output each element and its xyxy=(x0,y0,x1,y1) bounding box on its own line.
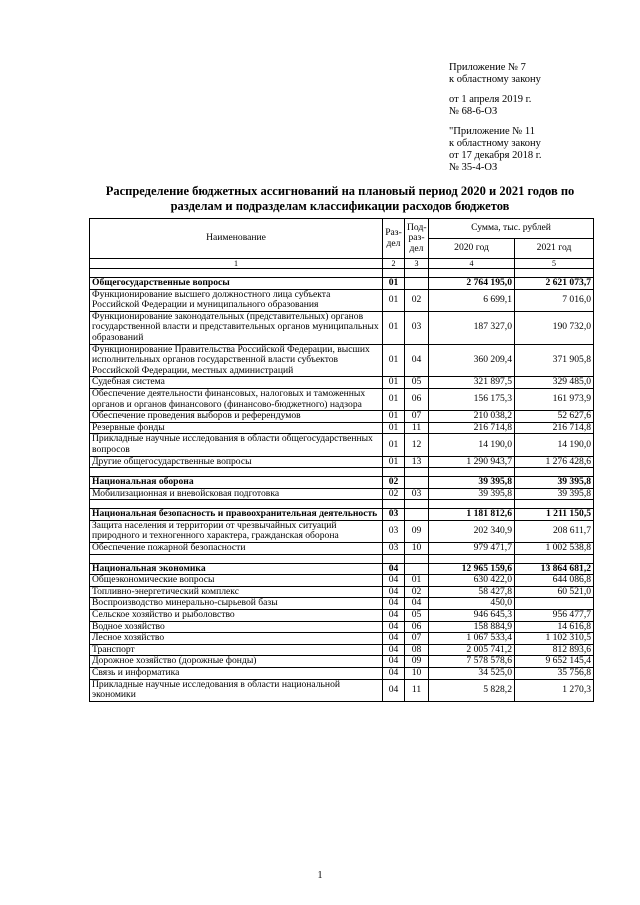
cell-razdel: 04 xyxy=(383,621,405,633)
appendix-line: от 1 апреля 2019 г. xyxy=(449,94,532,105)
cell-name: Обеспечение проведения выборов и референдумов xyxy=(90,411,383,423)
cell-amount-2021: 35 756,8 xyxy=(515,668,594,680)
cell-name: Сельское хозяйство и рыболовство xyxy=(90,610,383,622)
table-row xyxy=(90,311,594,344)
cell-podrazdel: 02 xyxy=(405,586,429,598)
cell-podrazdel: 04 xyxy=(405,598,429,610)
cell-name: Транспорт xyxy=(90,644,383,656)
cell-amount-2020: 1 181 812,6 xyxy=(429,509,515,521)
cell-razdel: 04 xyxy=(383,563,405,575)
budget-table-body xyxy=(90,269,594,702)
cell-name: Общеэкономические вопросы xyxy=(90,575,383,587)
table-row xyxy=(90,520,594,542)
cell-podrazdel xyxy=(405,509,429,521)
cell-podrazdel: 05 xyxy=(405,610,429,622)
cell-amount-2020: 5 828,2 xyxy=(429,679,515,701)
empty-cell xyxy=(429,554,515,563)
column-number: 5 xyxy=(515,259,594,269)
cell-amount-2020: 12 965 159,6 xyxy=(429,563,515,575)
cell-podrazdel: 04 xyxy=(405,344,429,377)
cell-amount-2021: 329 485,0 xyxy=(515,377,594,389)
cell-podrazdel: 06 xyxy=(405,388,429,410)
cell-amount-2021: 9 652 145,4 xyxy=(515,656,594,668)
column-number: 4 xyxy=(429,259,515,269)
cell-podrazdel: 09 xyxy=(405,656,429,668)
appendix-line: № 68-6-ОЗ xyxy=(449,106,498,117)
cell-razdel: 04 xyxy=(383,633,405,645)
table-row xyxy=(90,543,594,555)
header-name: Наименование xyxy=(90,219,383,259)
table-row xyxy=(90,621,594,633)
table-row xyxy=(90,633,594,645)
cell-razdel: 01 xyxy=(383,311,405,344)
cell-amount-2021: 60 521,0 xyxy=(515,586,594,598)
budget-table xyxy=(89,218,594,702)
cell-name: Обеспечение деятельности финансовых, налоговых и таможенных органов и органов финансового (финансово-бюджетного) надзора xyxy=(90,388,383,410)
cell-amount-2020: 202 340,9 xyxy=(429,520,515,542)
cell-amount-2020: 2 005 741,2 xyxy=(429,644,515,656)
table-row xyxy=(90,575,594,587)
appendix-line: Приложение № 7 xyxy=(449,62,526,73)
cell-razdel: 04 xyxy=(383,679,405,701)
cell-amount-2021: 7 016,0 xyxy=(515,289,594,311)
cell-name: Прикладные научные исследования в области национальной экономики xyxy=(90,679,383,701)
cell-amount-2021: 208 611,7 xyxy=(515,520,594,542)
appendix-7-date xyxy=(449,94,629,118)
cell-podrazdel xyxy=(405,477,429,489)
cell-name: Защита населения и территории от чрезвычайных ситуаций природного и техногенного характера, гражданская оборона xyxy=(90,520,383,542)
cell-razdel: 01 xyxy=(383,278,405,290)
cell-amount-2021 xyxy=(515,598,594,610)
header-year-2021: 2021 год xyxy=(515,239,594,259)
cell-name: Функционирование высшего должностного лица субъекта Российской Федерации и муниципального образования xyxy=(90,289,383,311)
cell-amount-2021: 371 905,8 xyxy=(515,344,594,377)
cell-name: Функционирование Правительства Российской Федерации, высших исполнительных органов государственной власти субъектов Российской Федерации, местных администраций xyxy=(90,344,383,377)
appendix-line: № 35-4-ОЗ xyxy=(449,162,498,173)
section-row xyxy=(90,278,594,290)
cell-amount-2021: 1 270,3 xyxy=(515,679,594,701)
header-year-2020: 2020 год xyxy=(429,239,515,259)
empty-cell xyxy=(405,468,429,477)
header-podrazdel: Под-раз-дел xyxy=(405,219,429,259)
section-row xyxy=(90,509,594,521)
table-row xyxy=(90,411,594,423)
table-row xyxy=(90,598,594,610)
empty-cell xyxy=(405,500,429,509)
cell-amount-2021: 39 395,8 xyxy=(515,477,594,489)
cell-amount-2020: 14 190,0 xyxy=(429,434,515,456)
cell-amount-2020: 156 175,3 xyxy=(429,388,515,410)
table-row xyxy=(90,456,594,468)
cell-amount-2020: 58 427,8 xyxy=(429,586,515,598)
cell-amount-2021: 1 102 310,5 xyxy=(515,633,594,645)
cell-amount-2021: 39 395,8 xyxy=(515,488,594,500)
cell-razdel: 03 xyxy=(383,520,405,542)
cell-name: Национальная безопасность и правоохранительная деятельность xyxy=(90,509,383,521)
cell-name: Лесное хозяйство xyxy=(90,633,383,645)
cell-amount-2020: 450,0 xyxy=(429,598,515,610)
cell-amount-2020: 34 525,0 xyxy=(429,668,515,680)
cell-podrazdel: 09 xyxy=(405,520,429,542)
cell-podrazdel: 10 xyxy=(405,668,429,680)
cell-razdel: 01 xyxy=(383,344,405,377)
cell-podrazdel: 05 xyxy=(405,377,429,389)
column-number: 2 xyxy=(383,259,405,269)
column-number: 1 xyxy=(90,259,383,269)
cell-name: Прикладные научные исследования в области общегосударственных вопросов xyxy=(90,434,383,456)
header-razdel: Раз-дел xyxy=(383,219,405,259)
table-row xyxy=(90,586,594,598)
document-title xyxy=(80,184,600,214)
empty-cell xyxy=(90,554,383,563)
section-row xyxy=(90,563,594,575)
cell-razdel: 02 xyxy=(383,488,405,500)
cell-podrazdel xyxy=(405,278,429,290)
cell-name: Резервные фонды xyxy=(90,422,383,434)
cell-amount-2020: 2 764 195,0 xyxy=(429,278,515,290)
cell-razdel: 01 xyxy=(383,388,405,410)
cell-podrazdel: 03 xyxy=(405,311,429,344)
cell-amount-2021: 161 973,9 xyxy=(515,388,594,410)
table-row xyxy=(90,644,594,656)
cell-podrazdel: 12 xyxy=(405,434,429,456)
table-row xyxy=(90,388,594,410)
cell-name: Дорожное хозяйство (дорожные фонды) xyxy=(90,656,383,668)
cell-name: Водное хозяйство xyxy=(90,621,383,633)
cell-amount-2021: 1 276 428,6 xyxy=(515,456,594,468)
cell-razdel: 04 xyxy=(383,644,405,656)
empty-cell xyxy=(383,554,405,563)
cell-podrazdel: 11 xyxy=(405,422,429,434)
table-row xyxy=(90,434,594,456)
cell-name: Национальная оборона xyxy=(90,477,383,489)
header-summa: Сумма, тыс. рублей xyxy=(429,219,594,239)
spacer-row xyxy=(90,554,594,563)
empty-cell xyxy=(405,269,429,278)
cell-name: Мобилизационная и вневойсковая подготовка xyxy=(90,488,383,500)
cell-amount-2020: 39 395,8 xyxy=(429,477,515,489)
cell-amount-2021: 644 086,8 xyxy=(515,575,594,587)
cell-amount-2020: 6 699,1 xyxy=(429,289,515,311)
cell-amount-2020: 360 209,4 xyxy=(429,344,515,377)
cell-name: Обеспечение пожарной безопасности xyxy=(90,543,383,555)
appendix-line: от 17 декабря 2018 г. xyxy=(449,150,542,161)
empty-cell xyxy=(405,554,429,563)
cell-amount-2021: 14 616,8 xyxy=(515,621,594,633)
appendix-line: "Приложение № 11 xyxy=(449,126,536,137)
cell-amount-2021: 1 002 538,8 xyxy=(515,543,594,555)
cell-amount-2020: 630 422,0 xyxy=(429,575,515,587)
table-row xyxy=(90,377,594,389)
cell-podrazdel: 13 xyxy=(405,456,429,468)
title-line: разделам и подразделам классификации расходов бюджетов xyxy=(170,199,510,213)
cell-name: Связь и информатика xyxy=(90,668,383,680)
column-number: 3 xyxy=(405,259,429,269)
cell-razdel: 01 xyxy=(383,422,405,434)
cell-razdel: 01 xyxy=(383,411,405,423)
cell-amount-2021: 190 732,0 xyxy=(515,311,594,344)
cell-amount-2021: 812 893,6 xyxy=(515,644,594,656)
appendix-line: к областному закону xyxy=(449,138,541,149)
cell-amount-2020: 946 645,3 xyxy=(429,610,515,622)
cell-razdel: 03 xyxy=(383,543,405,555)
empty-cell xyxy=(515,554,594,563)
cell-razdel: 04 xyxy=(383,598,405,610)
cell-amount-2020: 1 290 943,7 xyxy=(429,456,515,468)
cell-podrazdel: 07 xyxy=(405,633,429,645)
table-row xyxy=(90,422,594,434)
cell-razdel: 03 xyxy=(383,509,405,521)
cell-podrazdel: 03 xyxy=(405,488,429,500)
cell-amount-2020: 216 714,8 xyxy=(429,422,515,434)
cell-name: Общегосударственные вопросы xyxy=(90,278,383,290)
table-row xyxy=(90,656,594,668)
cell-name: Топливно-энергетический комплекс xyxy=(90,586,383,598)
cell-amount-2021: 1 211 150,5 xyxy=(515,509,594,521)
cell-amount-2021: 13 864 681,2 xyxy=(515,563,594,575)
table-row xyxy=(90,610,594,622)
title-line: Распределение бюджетных ассигнований на плановый период 2020 и 2021 годов по xyxy=(105,184,575,198)
section-row xyxy=(90,477,594,489)
appendix-11-header xyxy=(449,126,629,174)
appendix-line: к областному закону xyxy=(449,74,541,85)
cell-amount-2021: 52 627,6 xyxy=(515,411,594,423)
table-row xyxy=(90,344,594,377)
cell-amount-2020: 321 897,5 xyxy=(429,377,515,389)
cell-podrazdel: 08 xyxy=(405,644,429,656)
cell-amount-2021: 14 190,0 xyxy=(515,434,594,456)
cell-podrazdel: 07 xyxy=(405,411,429,423)
cell-amount-2020: 1 067 533,4 xyxy=(429,633,515,645)
cell-amount-2021: 216 714,8 xyxy=(515,422,594,434)
table-row xyxy=(90,668,594,680)
cell-amount-2021: 956 477,7 xyxy=(515,610,594,622)
cell-name: Воспроизводство минерально-сырьевой базы xyxy=(90,598,383,610)
cell-razdel: 02 xyxy=(383,477,405,489)
cell-razdel: 04 xyxy=(383,586,405,598)
cell-razdel: 01 xyxy=(383,434,405,456)
cell-amount-2020: 979 471,7 xyxy=(429,543,515,555)
cell-razdel: 04 xyxy=(383,656,405,668)
cell-razdel: 04 xyxy=(383,610,405,622)
cell-razdel: 01 xyxy=(383,377,405,389)
cell-podrazdel: 10 xyxy=(405,543,429,555)
table-row xyxy=(90,679,594,701)
cell-podrazdel: 02 xyxy=(405,289,429,311)
cell-podrazdel: 01 xyxy=(405,575,429,587)
cell-razdel: 01 xyxy=(383,289,405,311)
cell-podrazdel xyxy=(405,563,429,575)
cell-podrazdel: 11 xyxy=(405,679,429,701)
page-number: 1 xyxy=(317,870,323,881)
cell-amount-2020: 39 395,8 xyxy=(429,488,515,500)
cell-name: Судебная система xyxy=(90,377,383,389)
appendix-7-header xyxy=(449,62,629,86)
cell-podrazdel: 06 xyxy=(405,621,429,633)
cell-razdel: 04 xyxy=(383,668,405,680)
cell-name: Другие общегосударственные вопросы xyxy=(90,456,383,468)
cell-razdel: 01 xyxy=(383,456,405,468)
cell-razdel: 04 xyxy=(383,575,405,587)
cell-amount-2020: 210 038,2 xyxy=(429,411,515,423)
cell-amount-2020: 158 884,9 xyxy=(429,621,515,633)
cell-name: Функционирование законодательных (представительных) органов государственной власти и представительных органов муниципальных образований xyxy=(90,311,383,344)
cell-amount-2020: 7 578 578,6 xyxy=(429,656,515,668)
cell-name: Национальная экономика xyxy=(90,563,383,575)
table-row xyxy=(90,289,594,311)
cell-amount-2020: 187 327,0 xyxy=(429,311,515,344)
cell-amount-2021: 2 621 073,7 xyxy=(515,278,594,290)
table-row xyxy=(90,488,594,500)
